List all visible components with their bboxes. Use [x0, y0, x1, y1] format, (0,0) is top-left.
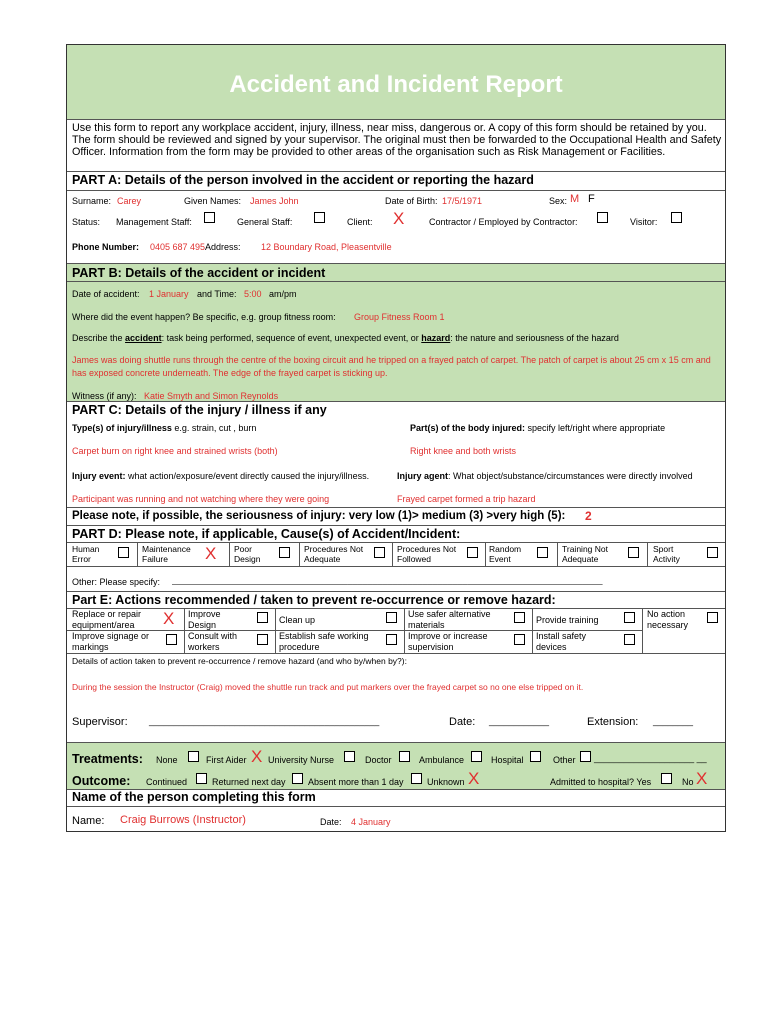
outcome-returned-checkbox[interactable] — [292, 773, 303, 784]
completer-heading: Name of the person completing this form — [72, 790, 316, 804]
action-clean-up-label: Clean up — [279, 615, 316, 625]
action-supervision-label: Improve or increase supervision — [408, 631, 488, 652]
seriousness-label: Please note, if possible, the seriousness of injury: very low (1)> medium (3) >very high (5): — [72, 510, 566, 522]
treatment-ambulance-label: Ambulance — [419, 755, 465, 765]
cause-random-event-label: Random Event — [489, 544, 522, 564]
visitor-label: Visitor: — [630, 217, 658, 227]
treatment-other-label: Other — [553, 755, 576, 765]
given-names-value[interactable]: James John — [250, 196, 299, 206]
admitted-no-label: No — [682, 777, 694, 787]
phone-value[interactable]: 0405 687 495 — [150, 242, 206, 252]
cause-procedures-not-adequate-checkbox[interactable] — [374, 547, 385, 558]
sex-m-value[interactable]: M — [570, 193, 580, 205]
outcome-unknown-x-mark[interactable]: X — [468, 769, 480, 788]
other-cause-field[interactable]: ______________________________________________________________________________________ — [172, 575, 603, 585]
treatment-doctor-checkbox[interactable] — [399, 751, 410, 762]
surname-value[interactable]: Carey — [117, 196, 142, 206]
treatment-first-aider-x-mark[interactable]: X — [251, 747, 263, 766]
treatment-doctor-label: Doctor — [365, 755, 392, 765]
outcome-continued-checkbox[interactable] — [196, 773, 207, 784]
body-part-value[interactable]: Right knee and both wrists — [410, 446, 517, 456]
supervisor-date-label: Date: — [449, 716, 476, 728]
cause-procedures-not-followed-checkbox[interactable] — [467, 547, 478, 558]
treatment-nurse-checkbox[interactable] — [344, 751, 355, 762]
treatment-none-label: None — [156, 755, 178, 765]
status-label: Status: — [72, 217, 101, 227]
part-c-heading: PART C: Details of the injury / illness if any — [72, 403, 327, 417]
description-value[interactable]: James was doing shuttle runs through the centre of the boxing circuit and he tripped on a frayed patch of carpet. The patch of carpet is about 25 cm x 15 cm and has exposed concrete underneath. The edge of the frayed carpet is sticking up. — [72, 355, 711, 378]
surname-label: Surname: — [72, 196, 112, 206]
admitted-yes-checkbox[interactable] — [661, 773, 672, 784]
cause-training-checkbox[interactable] — [628, 547, 639, 558]
cause-sport-activity-checkbox[interactable] — [707, 547, 718, 558]
given-names-label: Given Names: — [184, 196, 242, 206]
action-supervision-checkbox[interactable] — [514, 634, 525, 645]
sex-f-option[interactable]: F — [588, 193, 595, 205]
cause-maintenance-x-mark[interactable]: X — [205, 544, 217, 563]
admitted-no-x-mark[interactable]: X — [696, 769, 708, 788]
action-safe-procedure-label: Establish safe working procedure — [279, 631, 369, 652]
injury-agent-label: Injury agent: What object/substance/circumstances were directly involved — [397, 471, 693, 481]
cause-random-event-checkbox[interactable] — [537, 547, 548, 558]
completer-date-value[interactable]: 4 January — [351, 817, 391, 827]
cause-training-label: Training Not Adequate — [562, 544, 608, 564]
accident-date-value[interactable]: 1 January — [149, 289, 189, 299]
completer-name-label: Name: — [72, 815, 105, 827]
outcome-absent-label: Absent more than 1 day — [308, 777, 404, 787]
treatment-other-field[interactable]: ____________________ __ — [594, 753, 707, 763]
accident-date-label: Date of accident: — [72, 289, 140, 299]
witness-value[interactable]: Katie Smyth and Simon Reynolds — [144, 391, 279, 401]
treatment-nurse-label: University Nurse — [268, 755, 335, 765]
cause-maintenance-label: Maintenance Failure — [142, 544, 191, 564]
dob-label: Date of Birth: — [385, 196, 438, 206]
client-checkbox-x-mark[interactable]: X — [393, 209, 405, 228]
general-staff-checkbox[interactable] — [314, 212, 325, 223]
contractor-label: Contractor / Employed by Contractor: — [429, 217, 578, 227]
cause-procedures-not-adequate-label: Procedures Not Adequate — [304, 544, 364, 564]
outcome-continued-label: Continued — [146, 777, 188, 787]
intro-text: Use this form to report any workplace accident, injury, illness, near miss, dangerous or. A copy of this form should be retained by you. The form should be reviewed and signed by your supervisor. The original must then be forwarded to the Occupational Health and Safety Officer. Information from the form may be provided to other areas of the organisation such as Risk Management or Facilities. — [72, 122, 722, 158]
accident-report-form — [66, 44, 726, 832]
action-provide-training-label: Provide training — [536, 615, 599, 625]
admitted-yes-label: Admitted to hospital? Yes — [550, 777, 652, 787]
contractor-checkbox[interactable] — [597, 212, 608, 223]
cause-sport-activity-label: Sport Activity — [653, 544, 680, 564]
describe-label: Describe the accident: task being performed, sequence of event, unexpected event, or hazard: the nature and seriousness of the hazard — [72, 333, 619, 343]
witness-label: Witness (if any): — [72, 391, 137, 401]
completer-name-value[interactable]: Craig Burrows (Instructor) — [120, 814, 246, 826]
supervisor-label: Supervisor: — [72, 716, 128, 728]
body-part-label: Part(s) of the body injured: specify left/right where appropriate — [410, 423, 666, 433]
cause-poor-design-label: Poor Design — [234, 544, 261, 564]
injury-type-value[interactable]: Carpet burn on right knee and strained wrists (both) — [72, 446, 278, 456]
part-d-heading: PART D: Please note, if applicable, Cause(s) of Accident/Incident: — [72, 527, 461, 541]
cause-procedures-not-followed-label: Procedures Not Followed — [397, 544, 457, 564]
seriousness-value[interactable]: 2 — [585, 509, 592, 523]
action-details-value[interactable]: During the session the Instructor (Craig) moved the shuttle run track and put markers over the frayed carpet so no one else tripped on it. — [72, 682, 584, 692]
dob-value[interactable]: 17/5/1971 — [442, 196, 483, 206]
general-staff-label: General Staff: — [237, 217, 293, 227]
outcome-absent-checkbox[interactable] — [411, 773, 422, 784]
visitor-checkbox[interactable] — [671, 212, 682, 223]
time-label: and Time: — [197, 289, 237, 299]
outcome-label: Outcome: — [72, 774, 131, 788]
treatment-ambulance-checkbox[interactable] — [471, 751, 482, 762]
where-label: Where did the event happen? Be specific, e.g. group fitness room: — [72, 312, 336, 322]
treatment-none-checkbox[interactable] — [188, 751, 199, 762]
treatment-hospital-checkbox[interactable] — [530, 751, 541, 762]
action-consult-label: Consult with workers — [188, 631, 238, 652]
time-value[interactable]: 5:00 — [244, 289, 262, 299]
injury-type-label: Type(s) of injury/illness e.g. strain, cut , burn — [72, 423, 257, 433]
cause-human-error-checkbox[interactable] — [118, 547, 129, 558]
action-no-action-checkbox[interactable] — [707, 612, 718, 623]
action-safer-materials-label: Use safer alternative materials — [408, 609, 491, 630]
other-cause-label: Other: Please specify: — [72, 577, 161, 587]
address-value[interactable]: 12 Boundary Road, Pleasentville — [261, 242, 392, 252]
action-signage-label: Improve signage or markings — [72, 631, 150, 652]
address-label: Address: — [205, 242, 241, 252]
client-label: Client: — [347, 217, 373, 227]
injury-event-label: Injury event: what action/exposure/event directly caused the injury/illness. — [72, 471, 370, 481]
part-b-heading: PART B: Details of the accident or incident — [72, 266, 326, 280]
action-safety-devices-label: Install safety devices — [536, 631, 587, 652]
phone-label: Phone Number: — [72, 242, 140, 252]
outcome-unknown-label: Unknown — [427, 777, 465, 787]
part-a-heading: PART A: Details of the person involved in the accident or reporting the hazard — [72, 173, 534, 187]
action-improve-design-checkbox[interactable] — [257, 612, 268, 623]
sex-label: Sex: — [549, 196, 568, 206]
ampm-label: am/pm — [269, 289, 297, 299]
injury-event-value[interactable]: Participant was running and not watching where they were going — [72, 494, 330, 504]
injury-agent-value[interactable]: Frayed carpet formed a trip hazard — [397, 494, 536, 504]
completer-date-label: Date: — [320, 817, 342, 827]
action-no-action-label: No action necessary — [647, 609, 689, 630]
part-e-heading: Part E: Actions recommended / taken to prevent re-occurrence or remove hazard: — [72, 593, 556, 607]
action-improve-design-label: Improve Design — [188, 609, 221, 630]
supervisor-field[interactable]: ______________________________________________ — [149, 716, 380, 726]
action-consult-checkbox[interactable] — [257, 634, 268, 645]
cause-poor-design-checkbox[interactable] — [279, 547, 290, 558]
treatments-label: Treatments: — [72, 752, 143, 766]
treatment-other-checkbox[interactable] — [580, 751, 591, 762]
action-provide-training-checkbox[interactable] — [624, 612, 635, 623]
action-clean-up-checkbox[interactable] — [386, 612, 397, 623]
management-staff-label: Management Staff: — [116, 217, 192, 227]
supervisor-date-field[interactable]: ____________ — [489, 716, 550, 726]
treatment-first-aider-label: First Aider — [206, 755, 247, 765]
action-details-label: Details of action taken to prevent re-occurrence / remove hazard (and who by/when by?): — [72, 656, 407, 666]
where-value[interactable]: Group Fitness Room 1 — [354, 312, 445, 322]
cause-human-error-label: Human Error — [72, 544, 100, 564]
extension-field[interactable]: ________ — [653, 716, 694, 726]
treatment-hospital-label: Hospital — [491, 755, 524, 765]
action-replace-label: Replace or repair equipment/area — [72, 609, 142, 630]
extension-label: Extension: — [587, 716, 639, 728]
action-safety-devices-checkbox[interactable] — [624, 634, 635, 645]
action-safer-materials-checkbox[interactable] — [514, 612, 525, 623]
management-staff-checkbox[interactable] — [204, 212, 215, 223]
action-safe-procedure-checkbox[interactable] — [386, 634, 397, 645]
action-signage-checkbox[interactable] — [166, 634, 177, 645]
page-title: Accident and Incident Report — [229, 71, 563, 98]
outcome-returned-label: Returned next day — [212, 777, 286, 787]
action-replace-x-mark[interactable]: X — [163, 609, 175, 628]
